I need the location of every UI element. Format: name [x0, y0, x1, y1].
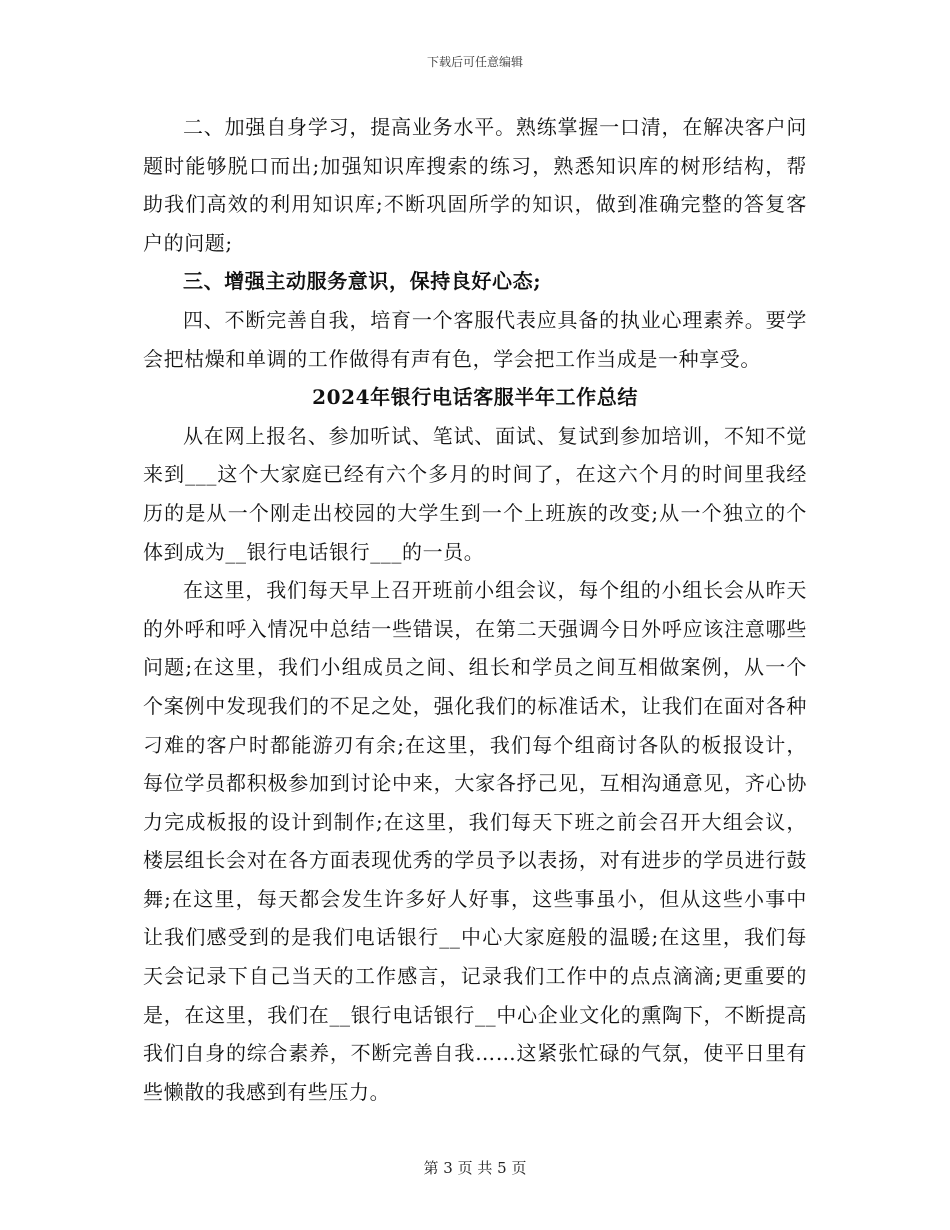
paragraph-service-awareness: 三、增强主动服务意识，保持良好心态; — [183, 269, 542, 294]
section-title: 2024年银行电话客服半年工作总结 — [312, 385, 638, 410]
paragraph-self-improvement: 四、不断完善自我，培育一个客服代表应具备的执业心理素养。要学会把枯燥和单调的工作做得有声有色，学会把工作当成是一种享受。 — [143, 307, 807, 371]
paragraph-study: 二、加强自身学习，提高业务水平。熟练掌握一口清，在解决客户问题时能够脱口而出;加强知识库搜索的练习，熟悉知识库的树形结构，帮助我们高效的利用知识库;不断巩固所学的知识，做到准确完整的答复客户的问题; — [143, 115, 807, 255]
paragraph-daily-work: 在这里，我们每天早上召开班前小组会议，每个组的小组长会从昨天的外呼和呼入情况中总结一些错误，在第二天强调今日外呼应该注意哪些问题;在这里，我们小组成员之间、组长和学员之间互相做案例，从一个个案例中发现我们的不足之处，强化我们的标准话术，让我们在面对各种刁难的客户时都能游刃有余;在这里，我们每个组商讨各队的板报设计，每位学员都积极参加到讨论中来，大家各抒己见，互相沟通意见，齐心协力完成板报的设计到制作;在这里，我们每天下班之前会召开大组会议，楼层组长会对在各方面表现优秀的学员予以表扬，对有进步的学员进行鼓舞;在这里，每天都会发生许多好人好事，这些事虽小，但从这些小事中让我们感受到的是我们电话银行__中心大家庭般的温暖;在这里，我们每天会记录下自己当天的工作感言，记录我们工作中的点点滴滴;更重要的是，在这里，我们在__银行电话银行__中心企业文化的熏陶下，不断提高我们自身的综合素养，不断完善自我……这紧张忙碌的气氛，使平日里有些懒散的我感到有些压力。 — [143, 578, 808, 1104]
document-body — [143, 108, 807, 1111]
paragraph-intro: 从在网上报名、参加听试、笔试、面试、复试到参加培训，不知不觉来到___这个大家庭已经有六个多月的时间了，在这六个月的时间里我经历的是从一个刚走出校园的大学生到一个上班族的改变;从一个独立的个体到成为__银行电话银行___的一员。 — [143, 423, 807, 564]
page-header: 下载后可任意编辑 — [426, 55, 523, 69]
page-footer: 第 3 页 共 5 页 — [423, 1159, 527, 1177]
